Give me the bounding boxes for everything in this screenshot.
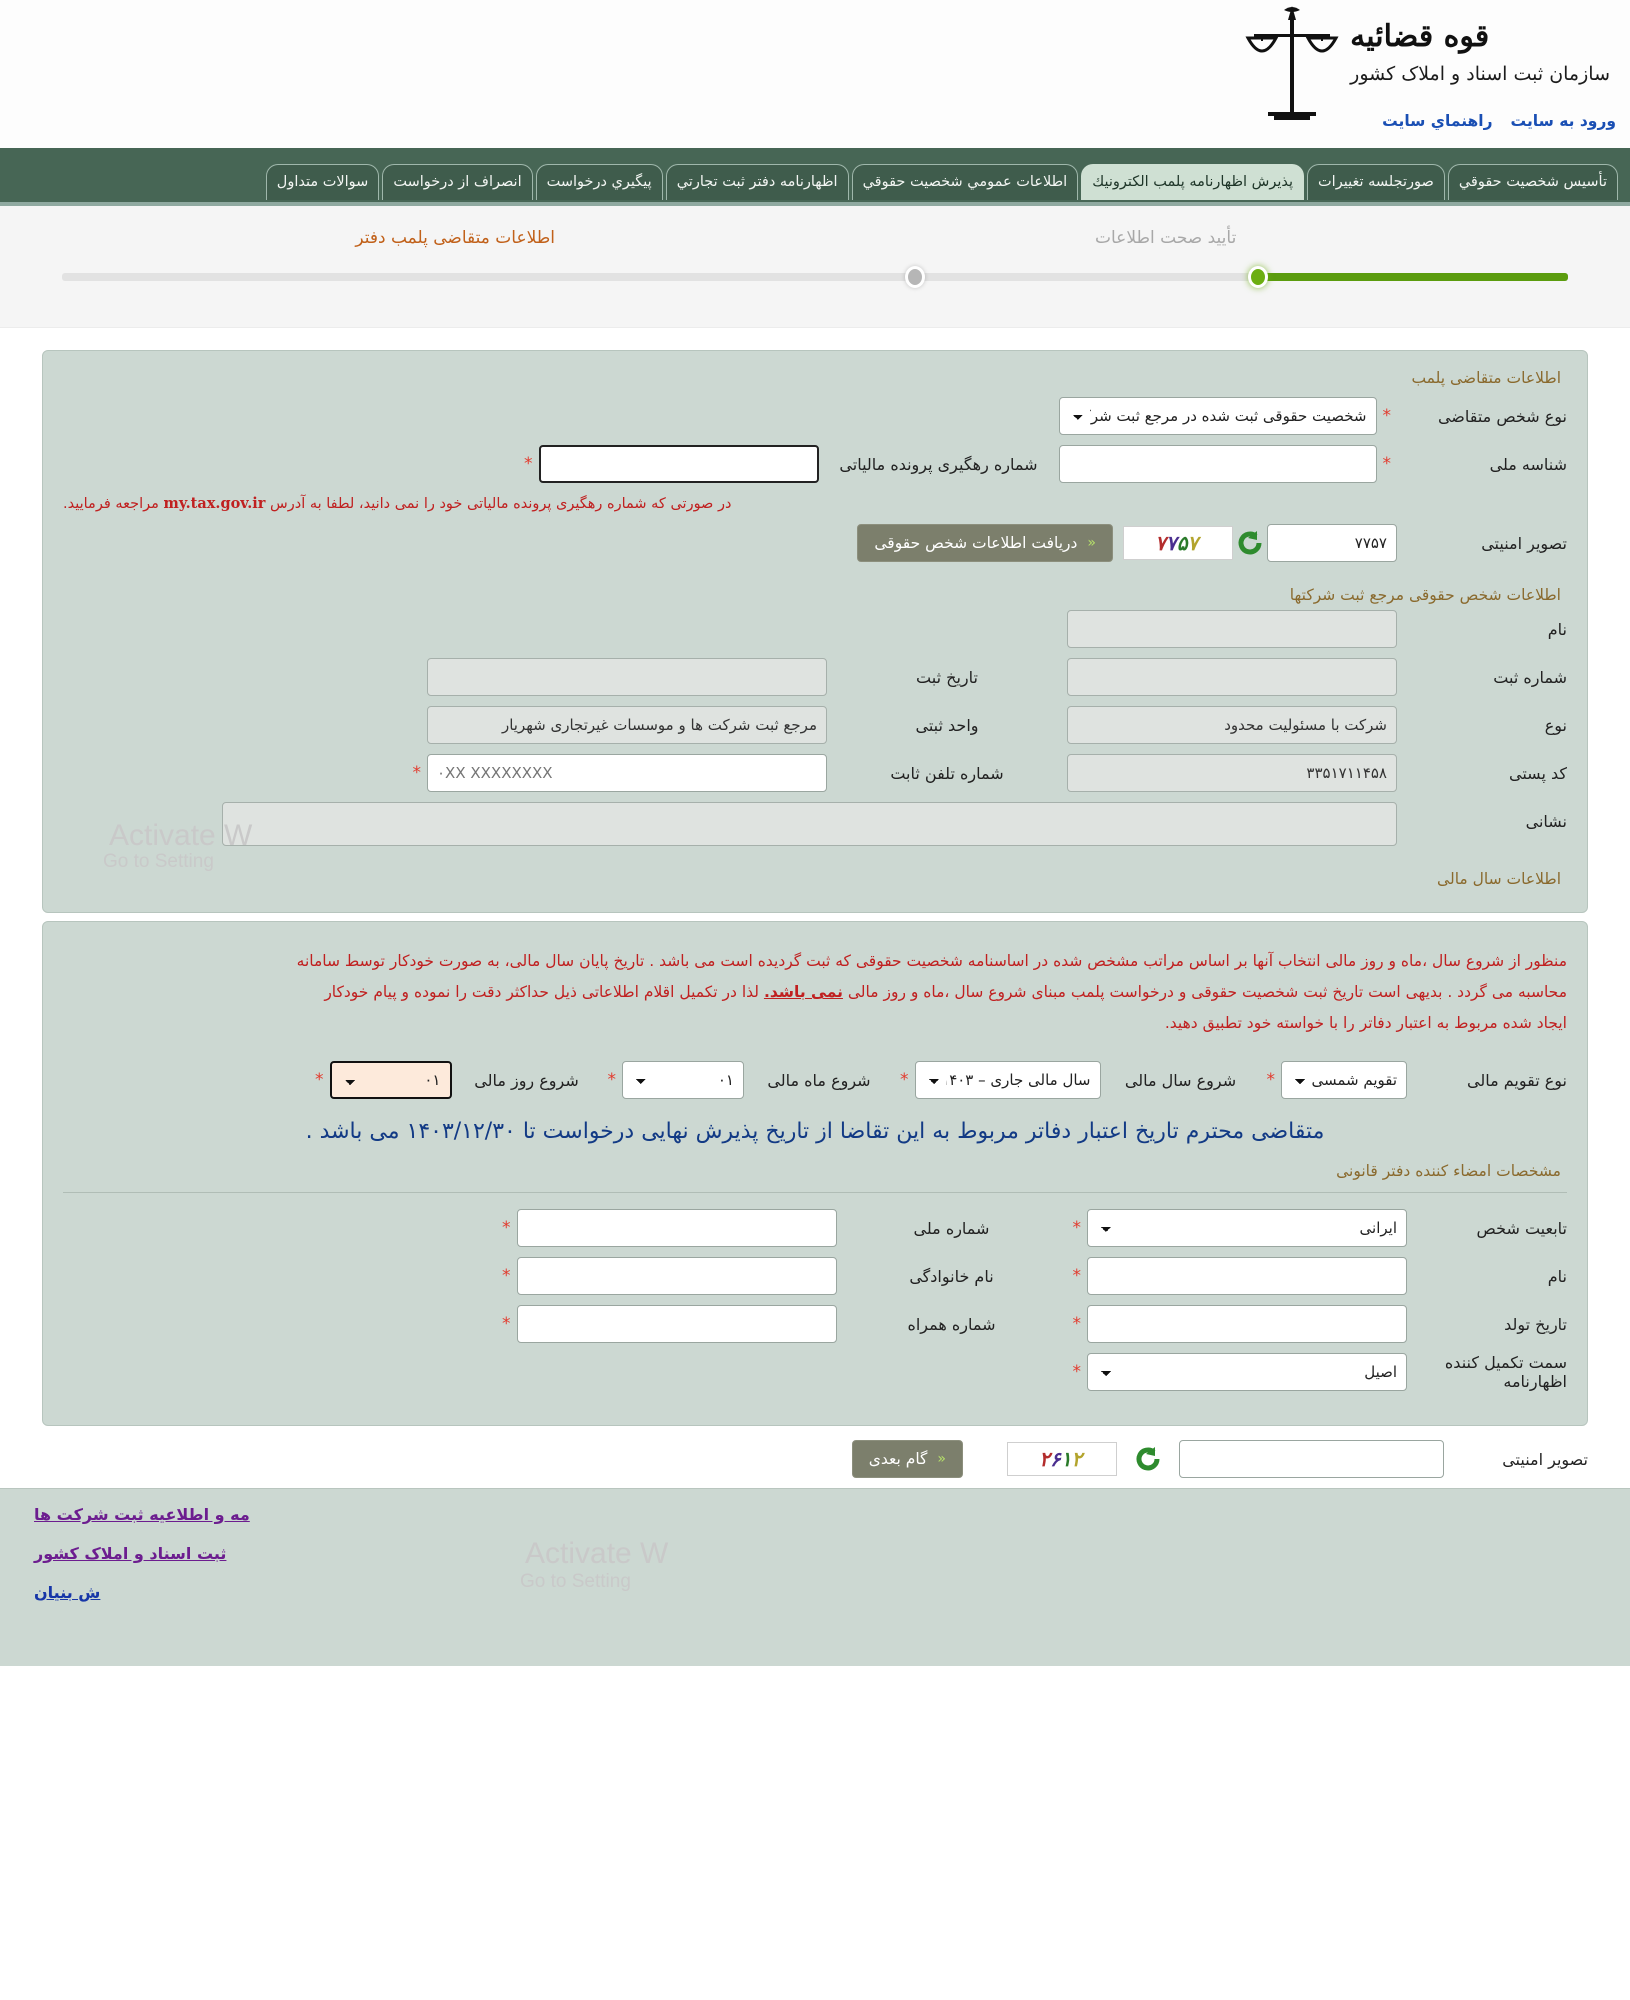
- tab-changes-minutes[interactable]: صورتجلسه تغييرات: [1307, 164, 1445, 200]
- nav-tab-list: [266, 164, 1618, 202]
- required-asterisk: *: [315, 1069, 324, 1090]
- step-knob-current[interactable]: [1248, 266, 1268, 288]
- fetch-button-label: دریافت اطلاعات شخص حقوقی: [874, 534, 1078, 552]
- postal-code-value: ۳۳۵۱۷۱۱۴۵۸: [1067, 754, 1397, 792]
- required-asterisk: *: [502, 1217, 511, 1238]
- registration-date-value: [427, 658, 827, 696]
- footer-link-knowledge-based[interactable]: ش بنیان: [34, 1583, 101, 1602]
- legal-entity-section-title: اطلاعات شخص حقوقی مرجع ثبت شرکتها: [1289, 586, 1561, 604]
- bottom-captcha-input[interactable]: [1179, 1440, 1444, 1478]
- captcha-input[interactable]: [1267, 524, 1397, 562]
- tab-establish-legal-entity[interactable]: تأسيس شخصيت حقوقي: [1448, 164, 1618, 200]
- signer-national-number-input[interactable]: [517, 1209, 837, 1247]
- validity-notice: متقاضی محترم تاریخ اعتبار دفاتر مربوط به این تقاضا از تاریخ پذیرش نهایی درخواست تا ۱۴۰۳/۱۲/۳۰ می باشد .: [305, 1119, 1325, 1144]
- tab-general-legal-entity-info[interactable]: اطلاعات عمومي شخصيت حقوقي: [852, 164, 1079, 200]
- registration-unit-label: واحد ثبتی: [915, 715, 979, 735]
- bottom-captcha-image: [1007, 1442, 1117, 1476]
- tab-commercial-registry-declaration[interactable]: اظهارنامه دفتر ثبت تجارتي: [666, 164, 849, 200]
- postal-code-label: کد پستی: [1509, 763, 1567, 783]
- required-asterisk: *: [1382, 405, 1391, 426]
- signer-birth-date-label: تاریخ تولد: [1504, 1314, 1567, 1334]
- person-type-label: نوع شخص متقاضی: [1437, 406, 1567, 426]
- required-asterisk: *: [1072, 1217, 1081, 1238]
- footer-watermark-line2: Go to Setting: [520, 1571, 631, 1592]
- signer-last-name-label: نام خانوادگی: [909, 1266, 994, 1286]
- fiscal-and-signer-panel: [42, 921, 1588, 1426]
- scales-of-justice-icon: [1244, 4, 1340, 130]
- applicant-section-title: اطلاعات متقاضی پلمب: [1411, 369, 1561, 387]
- step-label-current: اطلاعات متقاضی پلمب دفتر: [355, 228, 555, 248]
- activation-watermark-line1: Activate W: [109, 819, 253, 852]
- refresh-captcha-icon[interactable]: [1131, 1442, 1165, 1476]
- nationality-label: تابعیت شخص: [1476, 1218, 1567, 1238]
- fiscal-section-title: اطلاعات سال مالی: [1437, 870, 1561, 888]
- tax-hint-before: در صورتی که شماره رهگیری پرونده مالیاتی خود را نمی دانید، لطفا به آدرس: [270, 496, 732, 512]
- captcha-image-text: ۷۷۵۷: [1153, 531, 1203, 555]
- person-type-select[interactable]: [1059, 397, 1377, 435]
- fiscal-warning-text: [63, 946, 1567, 1039]
- main-navigation: [0, 148, 1630, 206]
- site-footer: [0, 1488, 1630, 1666]
- tab-electronic-seal-declaration[interactable]: پذيرش اظهارنامه پلمب الكترونيك: [1081, 164, 1304, 200]
- nationality-select[interactable]: [1087, 1209, 1407, 1247]
- fiscal-warning-emphasis: نمی باشد.: [763, 983, 843, 1001]
- site-header: [0, 0, 1630, 148]
- required-asterisk: *: [524, 453, 533, 474]
- progress-track: [62, 269, 1568, 283]
- required-asterisk: *: [1072, 1361, 1081, 1382]
- fiscal-month-start-label: شروع ماه مالی: [767, 1070, 871, 1090]
- registration-number-value: [1067, 658, 1397, 696]
- header-links: [1382, 112, 1616, 130]
- signer-national-number-label: شماره ملی: [913, 1218, 990, 1238]
- footer-link-company-registry-news[interactable]: مه و اطلاعیه ثبت شرکت ها: [34, 1505, 250, 1524]
- footer-link-deeds-and-properties[interactable]: ثبت اسناد و املاک کشور: [34, 1544, 227, 1563]
- entity-type-value: شرکت با مسئولیت محدود: [1067, 706, 1397, 744]
- national-id-input[interactable]: [1059, 445, 1377, 483]
- signer-role-select[interactable]: [1087, 1353, 1407, 1391]
- bottom-action-bar: [42, 1440, 1588, 1478]
- signer-first-name-label: نام: [1547, 1266, 1567, 1286]
- captcha-label: تصویر امنیتی: [1481, 533, 1567, 553]
- footer-watermark-line1: Activate W: [525, 1537, 669, 1570]
- signer-birth-date-input[interactable]: [1087, 1305, 1407, 1343]
- fiscal-warning-line2: [63, 977, 1567, 1008]
- bottom-captcha-label: تصویر امنیتی: [1502, 1449, 1588, 1469]
- next-step-label: گام بعدی: [868, 1450, 928, 1468]
- bottom-captcha-image-text: ۲۶۱۲: [1037, 1447, 1087, 1471]
- step-label-next: تأیید صحت اطلاعات: [1095, 228, 1237, 248]
- fiscal-day-start-select[interactable]: [330, 1061, 452, 1099]
- tax-tracking-label: شماره رهگیری پرونده مالیاتی: [839, 454, 1038, 474]
- signer-mobile-input[interactable]: [517, 1305, 837, 1343]
- signer-last-name-input[interactable]: [517, 1257, 837, 1295]
- registration-unit-value: مرجع ثبت شرکت ها و موسسات غیرتجاری شهریار: [427, 706, 827, 744]
- required-asterisk: *: [607, 1069, 616, 1090]
- required-asterisk: *: [900, 1069, 909, 1090]
- fiscal-warning-line1: منظور از شروع سال ،ماه و روز مالی انتخاب آنها بر اساس مراتب مشخص شده در اساسنامه شخصیت حقوقی که ثبت گردیده است می باشد . تاریخ پایان سال مالی، به صورت خودکار توسط سامانه: [296, 952, 1567, 970]
- tax-hint: [63, 493, 1567, 520]
- required-asterisk: *: [1382, 453, 1391, 474]
- required-asterisk: *: [1072, 1313, 1081, 1334]
- fiscal-year-start-select[interactable]: [915, 1061, 1101, 1099]
- double-chevron-icon: «: [1087, 535, 1096, 551]
- address-value: [222, 802, 1397, 846]
- tab-track-request[interactable]: پيگيري درخواست: [536, 164, 663, 200]
- next-step-button[interactable]: [852, 1440, 963, 1478]
- site-guide-link[interactable]: راهنماي سايت: [1382, 112, 1493, 130]
- fiscal-year-start-label: شروع سال مالی: [1124, 1070, 1237, 1090]
- signer-first-name-input[interactable]: [1087, 1257, 1407, 1295]
- signer-section-title: مشخصات امضاء کننده دفتر قانونی: [63, 1148, 1567, 1193]
- tab-faq[interactable]: سوالات متداول: [266, 164, 380, 200]
- org-title: قوه قضائيه: [1350, 19, 1490, 54]
- signer-mobile-label: شماره همراه: [907, 1314, 996, 1334]
- fiscal-day-start-label: شروع روز مالی: [474, 1070, 579, 1090]
- refresh-captcha-icon[interactable]: [1233, 526, 1267, 560]
- registration-date-label: تاریخ ثبت: [916, 667, 978, 687]
- required-asterisk: *: [412, 762, 421, 783]
- step-knob-next[interactable]: [905, 266, 925, 288]
- registration-number-label: شماره ثبت: [1493, 667, 1567, 687]
- address-label: نشانی: [1525, 812, 1567, 831]
- required-asterisk: *: [1072, 1265, 1081, 1286]
- entity-name-value: [1067, 610, 1397, 648]
- fiscal-month-start-select[interactable]: [622, 1061, 744, 1099]
- signer-role-label: سمت تکمیل کننده اظهارنامه: [1444, 1353, 1567, 1391]
- fiscal-warning-line2-c: لذا در تکمیل اقلام اطلاعاتی ذیل حداکثر دقت را نموده و پیام خودکار: [324, 983, 759, 1001]
- required-asterisk: *: [502, 1313, 511, 1334]
- tab-cancel-request[interactable]: انصراف از درخواست: [382, 164, 532, 200]
- tax-tracking-input[interactable]: [539, 445, 819, 483]
- progress-stepper: [0, 206, 1630, 328]
- calendar-type-select[interactable]: [1281, 1061, 1407, 1099]
- applicant-panel: [42, 350, 1588, 913]
- fiscal-warning-line3: ایجاد شده مربوط به اعتبار دفاتر را با خواسته خود تطبیق دهید.: [1164, 1014, 1567, 1032]
- fetch-legal-entity-button[interactable]: [857, 524, 1113, 562]
- landline-input[interactable]: [427, 754, 827, 792]
- entity-type-label: نوع: [1544, 715, 1567, 735]
- logo-text-block: [1350, 4, 1610, 85]
- progress-track-fill: [1258, 273, 1568, 281]
- entity-name-label: نام: [1547, 619, 1567, 639]
- tax-portal-link[interactable]: my.tax.gov.ir: [163, 495, 266, 512]
- calendar-type-label: نوع تقویم مالی: [1466, 1070, 1567, 1090]
- activation-watermark-line2: Go to Setting: [103, 851, 214, 872]
- org-subtitle: سازمان ثبت اسناد و املاک کشور: [1350, 63, 1610, 85]
- login-link[interactable]: ورود به سايت: [1510, 112, 1616, 130]
- tax-hint-after: مراجعه فرمایید.: [63, 496, 159, 512]
- landline-label: شماره تلفن ثابت: [890, 763, 1004, 783]
- required-asterisk: *: [502, 1265, 511, 1286]
- national-id-label: شناسه ملی: [1489, 454, 1567, 474]
- double-chevron-icon: «: [937, 1451, 946, 1467]
- fiscal-warning-line2-a: محاسبه می گردد . بدیهی است تاریخ ثبت شخصیت حقوقی و درخواست پلمب مبنای شروع سال ،ماه و روز مالی: [847, 983, 1567, 1001]
- captcha-image: [1123, 526, 1233, 560]
- required-asterisk: *: [1266, 1069, 1275, 1090]
